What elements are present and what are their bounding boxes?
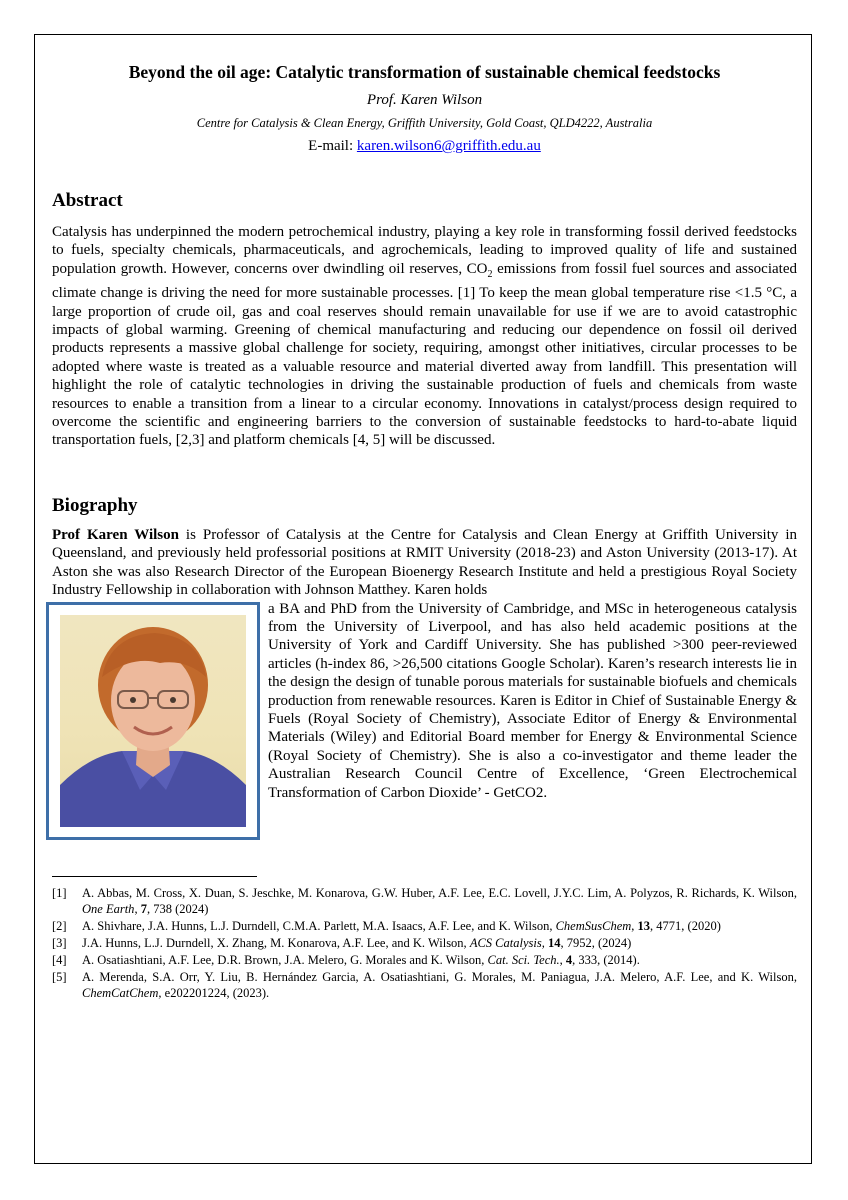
footnote-rule: [52, 876, 257, 877]
abstract-text-part1: Catalysis has underpinned the modern petrochemical industry, playing a key role in transforming fossil derived feedstocks to fuels, specialty chemicals, pharmaceuticals, and agrochemicals, leading to improved quality of life and sustained population growth. However, concerns over dwindling oil reserves, CO: [52, 224, 797, 277]
abstract-text: [52, 223, 797, 450]
reference-list: [52, 885, 797, 1001]
reference-details: , 738 (2024): [146, 901, 209, 916]
reference-journal: ChemCatChem,: [82, 985, 162, 1000]
co2-subscript: 2: [487, 268, 493, 280]
reference-item: [52, 952, 797, 968]
reference-volume: 14: [547, 935, 561, 950]
reference-item: [52, 918, 797, 934]
reference-details: , 4771, (2020): [650, 918, 721, 933]
reference-text: [82, 935, 797, 951]
reference-authors: A. Abbas, M. Cross, X. Duan, S. Jeschke, M. Konarova, G.W. Huber, A.F. Lee, E.C. Lovell, J.Y.C. Lim, A. Polyzos, R. Richards, K. Wilson,: [82, 885, 797, 900]
portrait-illustration: [60, 615, 246, 827]
reference-text: A. Shivhare, J.A. Hunns, L.J. Durndell, C.M.A. Parlett, M.A. Isaacs, A.F. Lee, and K. Wilson, ChemSusChem, 13, 4771, (2020): [82, 918, 721, 933]
reference-text: [82, 969, 797, 1001]
reference-authors: J.A. Hunns, L.J. Durndell, X. Zhang, M. Konarova, A.F. Lee, and K. Wilson,: [82, 935, 470, 950]
reference-number: [5]: [52, 969, 67, 984]
reference-authors: A. Merenda, S.A. Orr, Y. Liu, B. Hernández Garcia, A. Osatiashtiani, G. Morales, M. Paniagua, J.A. Melero, A.F. Lee, and K. Wilson,: [82, 969, 797, 984]
reference-authors: A. Shivhare, J.A. Hunns, L.J. Durndell, C.M.A. Parlett, M.A. Isaacs, A.F. Lee, and K. Wilson,: [82, 918, 556, 933]
email-line: [52, 136, 797, 156]
reference-volume: 4: [565, 952, 573, 967]
reference-item: [52, 885, 797, 917]
bio-name: Prof Karen Wilson: [52, 526, 179, 543]
author-affiliation: Centre for Catalysis & Clean Energy, Griffith University, Gold Coast, QLD4222, Australia: [196, 116, 653, 130]
reference-details: e202201224, (2023).: [164, 985, 270, 1000]
reference-authors: A. Osatiashtiani, A.F. Lee, D.R. Brown, J.A. Melero, G. Morales and K. Wilson,: [82, 952, 488, 967]
reference-details: , 7952, (2024): [560, 935, 632, 950]
reference-number: [2]: [52, 918, 67, 933]
reference-volume: 7: [140, 901, 147, 916]
reference-number: [3]: [52, 935, 67, 950]
paper-title: Beyond the oil age: Catalytic transformation of sustainable chemical feedstocks: [128, 62, 721, 82]
reference-journal: ChemSusChem: [555, 918, 632, 933]
reference-journal: One Earth: [82, 901, 135, 916]
biography-heading: Biography: [52, 494, 138, 516]
abstract-heading: Abstract: [52, 190, 123, 211]
reference-item: [52, 969, 797, 1001]
reference-details: , 333, (2014).: [572, 952, 640, 967]
bio-rest: a BA and PhD from the University of Cambridge, and MSc in heterogeneous catalysis from the University of Liverpool, and has also held academic positions at the University of York and Cardiff University. She has published >300 peer-reviewed articles (h-index 86, >26,500 citations Google Scholar). Karen’s research interests lie in the design the design of tunable porous materials for sustainable biofuels and chemicals production from renewable resources. Karen is Editor in Chief of Sustainable Energy & Fuels (Royal Society of Chemistry), Associate Editor of Energy & Environmental Materials (Wiley) and Editorial Board member for Energy & Environmental Science (Royal Society of Chemistry). She is also a co-investigator and theme leader the Australian Research Council Centre of Excellence, ‘Green Electrochemical Transformation of Carbon Dioxide’ - GetCO2.: [268, 600, 797, 801]
portrait-photo: [60, 615, 246, 827]
reference-journal: ACS Catalysis,: [469, 935, 545, 950]
bio-intro: is Professor of Catalysis at the Centre for Catalysis and Clean Energy at Griffith University in Queensland, and previously held professorial positions at RMIT University (2018-23) and Aston University (2013-17). At Aston she was also Research Director of the European Bioenergy Research Institute and held a prestigious Royal Society Industry Fellowship in collaboration with Johnson Matthey. Karen holds: [52, 526, 798, 599]
reference-text: A. Osatiashtiani, A.F. Lee, D.R. Brown, J.A. Melero, G. Morales and K. Wilson, Cat. Sci. Tech., 4, 333, (2014).: [82, 952, 640, 967]
reference-journal: Cat. Sci. Tech.: [487, 952, 560, 967]
email-link[interactable]: karen.wilson6@griffith.edu.au: [356, 138, 541, 154]
reference-number: [4]: [52, 952, 67, 967]
reference-text: A. Abbas, M. Cross, X. Duan, S. Jeschke, M. Konarova, G.W. Huber, A.F. Lee, E.C. Lovell, J.Y.C. Lim, A. Polyzos, R. Richards, K. Wilson, One Earth, 7, 738 (2024): [82, 885, 797, 916]
biography-text: [52, 526, 797, 840]
email-label: E-mail:: [308, 138, 354, 154]
reference-volume: 13: [637, 918, 651, 933]
document-content: [52, 60, 797, 1002]
abstract-text-part2: emissions from fossil fuel sources and associated climate change is driving the need for more sustainable processes. [1] To keep the mean global temperature rise <1.5 °C, a large proportion of crude oil, gas and coal reserves should remain unavailable for use if we are to avoid catastrophic impacts of global warming. Greening of chemical manufacturing and reducing our dependence on fossil oil derived products represents a massive global challenge for society, requiring, amongst other initiatives, circular processes to be adopted where waste is treated as a valuable resource and material diverted away from landfill. This presentation will highlight the role of catalytic technologies in driving the sustainable production of fuels and chemicals from waste resources to enable a transition from a linear to a circular economy. Innovations in catalyst/process design required to overcome the scientific and engineering barriers to the conversion of sustainable feedstocks to hard-to-abate liquid transportation fuels, [2,3] and platform chemicals [4, 5] will be discussed.: [52, 260, 797, 449]
reference-item: [52, 935, 797, 951]
portrait-frame: [46, 602, 260, 840]
author-name: Prof. Karen Wilson: [366, 92, 483, 108]
reference-number: [1]: [52, 885, 67, 900]
